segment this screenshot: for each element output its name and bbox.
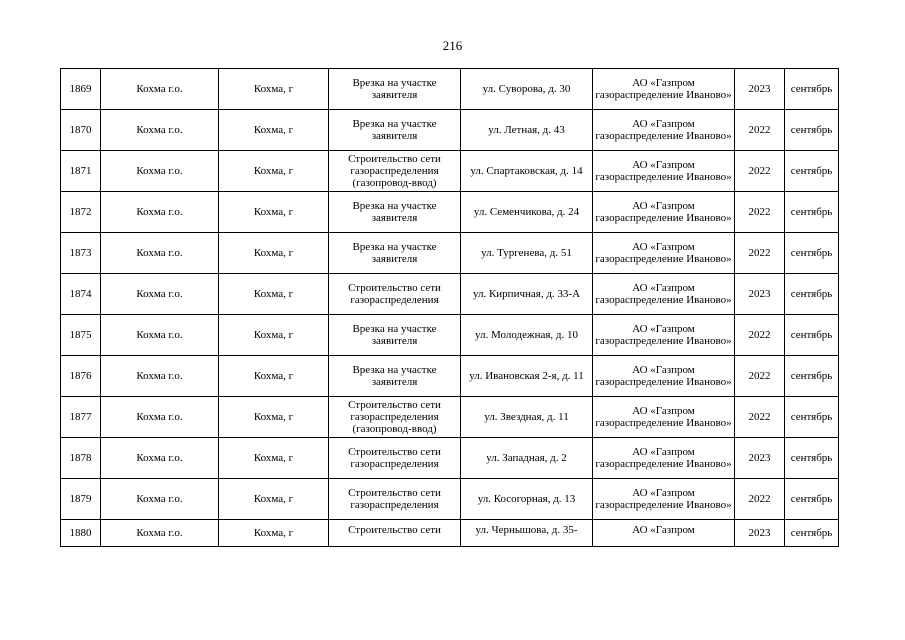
work-type-cell: Строительство сети газораспределения (газопровод-ввод) xyxy=(329,397,461,438)
row-number: 1876 xyxy=(61,356,101,397)
address-cell: ул. Звездная, д. 11 xyxy=(461,397,593,438)
address-cell: ул. Молодежная, д. 10 xyxy=(461,315,593,356)
organization-cell: АО «Газпром газораспределение Иваново» xyxy=(593,397,735,438)
month-cell: сентябрь xyxy=(785,520,839,547)
address-cell: ул. Ивановская 2-я, д. 11 xyxy=(461,356,593,397)
table-row xyxy=(61,233,839,274)
year-cell: 2023 xyxy=(735,438,785,479)
table-row xyxy=(61,274,839,315)
month-cell: сентябрь xyxy=(785,274,839,315)
year-cell: 2022 xyxy=(735,151,785,192)
address-cell: ул. Кирпичная, д. 33-А xyxy=(461,274,593,315)
row-number: 1871 xyxy=(61,151,101,192)
locality-cell: Кохма, г xyxy=(219,520,329,547)
address-cell: ул. Спартаковская, д. 14 xyxy=(461,151,593,192)
year-cell: 2022 xyxy=(735,479,785,520)
locality-cell: Кохма, г xyxy=(219,192,329,233)
organization-cell: АО «Газпром газораспределение Иваново» xyxy=(593,69,735,110)
locality-cell: Кохма, г xyxy=(219,151,329,192)
locality-cell: Кохма, г xyxy=(219,356,329,397)
municipality-cell: Кохма г.о. xyxy=(101,192,219,233)
month-cell: сентябрь xyxy=(785,356,839,397)
row-number: 1870 xyxy=(61,110,101,151)
locality-cell: Кохма, г xyxy=(219,274,329,315)
work-type-cell: Врезка на участке заявителя xyxy=(329,315,461,356)
organization-cell: АО «Газпром газораспределение Иваново» xyxy=(593,315,735,356)
table-row xyxy=(61,151,839,192)
table-row xyxy=(61,110,839,151)
table-row xyxy=(61,520,839,547)
locality-cell: Кохма, г xyxy=(219,438,329,479)
municipality-cell: Кохма г.о. xyxy=(101,356,219,397)
locality-cell: Кохма, г xyxy=(219,315,329,356)
municipality-cell: Кохма г.о. xyxy=(101,69,219,110)
year-cell: 2023 xyxy=(735,274,785,315)
address-cell: ул. Западная, д. 2 xyxy=(461,438,593,479)
month-cell: сентябрь xyxy=(785,192,839,233)
month-cell: сентябрь xyxy=(785,479,839,520)
municipality-cell: Кохма г.о. xyxy=(101,233,219,274)
municipality-cell: Кохма г.о. xyxy=(101,520,219,547)
month-cell: сентябрь xyxy=(785,110,839,151)
year-cell: 2022 xyxy=(735,356,785,397)
organization-cell: АО «Газпром газораспределение Иваново» xyxy=(593,274,735,315)
row-number: 1874 xyxy=(61,274,101,315)
row-number: 1873 xyxy=(61,233,101,274)
month-cell: сентябрь xyxy=(785,69,839,110)
gasification-table xyxy=(60,68,839,547)
table-body xyxy=(61,69,839,547)
locality-cell: Кохма, г xyxy=(219,110,329,151)
work-type-cell: Врезка на участке заявителя xyxy=(329,233,461,274)
work-type-cell: Врезка на участке заявителя xyxy=(329,110,461,151)
work-type-cell: Врезка на участке заявителя xyxy=(329,69,461,110)
municipality-cell: Кохма г.о. xyxy=(101,315,219,356)
work-type-cell: Строительство сети газораспределения xyxy=(329,479,461,520)
address-cell: ул. Косогорная, д. 13 xyxy=(461,479,593,520)
organization-cell: АО «Газпром xyxy=(593,520,735,547)
organization-cell: АО «Газпром газораспределение Иваново» xyxy=(593,192,735,233)
table-row xyxy=(61,438,839,479)
work-type-cell: Строительство сети xyxy=(329,520,461,547)
table-row xyxy=(61,192,839,233)
table-row xyxy=(61,397,839,438)
table-row xyxy=(61,356,839,397)
row-number: 1880 xyxy=(61,520,101,547)
locality-cell: Кохма, г xyxy=(219,69,329,110)
year-cell: 2022 xyxy=(735,315,785,356)
organization-cell: АО «Газпром газораспределение Иваново» xyxy=(593,151,735,192)
locality-cell: Кохма, г xyxy=(219,233,329,274)
municipality-cell: Кохма г.о. xyxy=(101,110,219,151)
work-type-cell: Строительство сети газораспределения xyxy=(329,438,461,479)
address-cell: ул. Чернышова, д. 35- xyxy=(461,520,593,547)
month-cell: сентябрь xyxy=(785,315,839,356)
row-number: 1875 xyxy=(61,315,101,356)
organization-cell: АО «Газпром газораспределение Иваново» xyxy=(593,479,735,520)
work-type-cell: Строительство сети газораспределения (газопровод-ввод) xyxy=(329,151,461,192)
year-cell: 2023 xyxy=(735,69,785,110)
month-cell: сентябрь xyxy=(785,151,839,192)
row-number: 1878 xyxy=(61,438,101,479)
address-cell: ул. Семенчикова, д. 24 xyxy=(461,192,593,233)
municipality-cell: Кохма г.о. xyxy=(101,397,219,438)
row-number: 1877 xyxy=(61,397,101,438)
month-cell: сентябрь xyxy=(785,233,839,274)
address-cell: ул. Суворова, д. 30 xyxy=(461,69,593,110)
work-type-cell: Врезка на участке заявителя xyxy=(329,192,461,233)
year-cell: 2022 xyxy=(735,192,785,233)
municipality-cell: Кохма г.о. xyxy=(101,274,219,315)
row-number: 1879 xyxy=(61,479,101,520)
municipality-cell: Кохма г.о. xyxy=(101,151,219,192)
year-cell: 2022 xyxy=(735,233,785,274)
work-type-cell: Врезка на участке заявителя xyxy=(329,356,461,397)
table-row xyxy=(61,479,839,520)
address-cell: ул. Тургенева, д. 51 xyxy=(461,233,593,274)
municipality-cell: Кохма г.о. xyxy=(101,438,219,479)
municipality-cell: Кохма г.о. xyxy=(101,479,219,520)
month-cell: сентябрь xyxy=(785,438,839,479)
month-cell: сентябрь xyxy=(785,397,839,438)
row-number: 1872 xyxy=(61,192,101,233)
year-cell: 2022 xyxy=(735,397,785,438)
organization-cell: АО «Газпром газораспределение Иваново» xyxy=(593,233,735,274)
organization-cell: АО «Газпром газораспределение Иваново» xyxy=(593,110,735,151)
locality-cell: Кохма, г xyxy=(219,397,329,438)
organization-cell: АО «Газпром газораспределение Иваново» xyxy=(593,438,735,479)
address-cell: ул. Летная, д. 43 xyxy=(461,110,593,151)
organization-cell: АО «Газпром газораспределение Иваново» xyxy=(593,356,735,397)
row-number: 1869 xyxy=(61,69,101,110)
locality-cell: Кохма, г xyxy=(219,479,329,520)
page-number: 216 xyxy=(442,38,463,53)
table-row xyxy=(61,69,839,110)
table-row xyxy=(61,315,839,356)
year-cell: 2022 xyxy=(735,110,785,151)
year-cell: 2023 xyxy=(735,520,785,547)
work-type-cell: Строительство сети газораспределения xyxy=(329,274,461,315)
